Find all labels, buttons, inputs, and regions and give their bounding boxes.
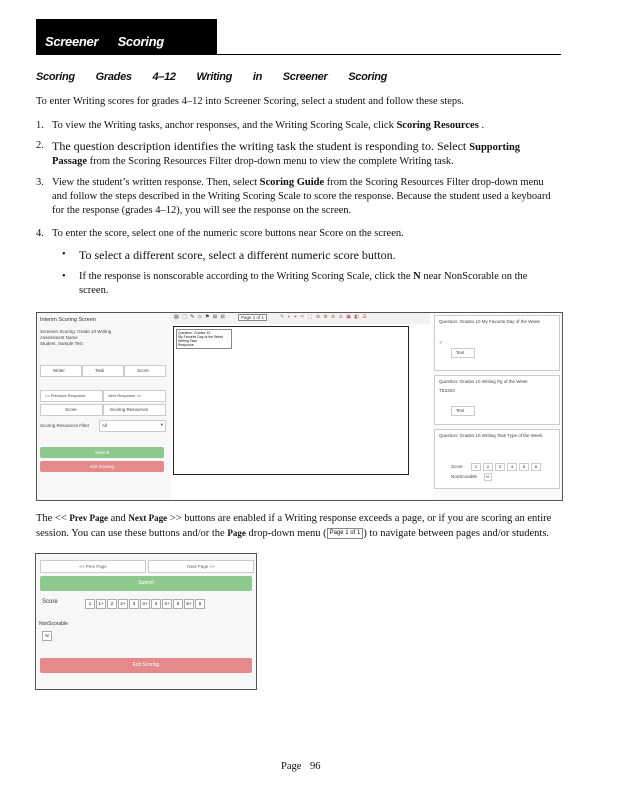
- assessment-line: Assessment Name: [40, 335, 78, 340]
- n-button[interactable]: N: [42, 631, 52, 641]
- score-nav-button[interactable]: [40, 404, 103, 416]
- nonscorable-label: NonScorable: [39, 621, 68, 627]
- text-input[interactable]: [451, 406, 475, 416]
- left-panel: [37, 313, 170, 500]
- score-button-5[interactable]: 5: [519, 463, 529, 471]
- next-response-button[interactable]: [103, 390, 166, 402]
- left-panel-title: Interim Scoring Screen: [40, 317, 96, 323]
- note-line: Question: Grades 10: [178, 331, 211, 335]
- page-dropdown-image: Page 1 of 1: [327, 528, 364, 539]
- text: The <<: [36, 513, 70, 524]
- filter-select[interactable]: [99, 420, 166, 432]
- right-panel: [432, 313, 562, 500]
- step-1: [36, 119, 556, 133]
- step-4: [36, 227, 556, 241]
- header-rule: [36, 54, 561, 55]
- score-button-4[interactable]: 4: [507, 463, 517, 471]
- tab-label: Task: [95, 368, 105, 373]
- score-button-2+[interactable]: 2+: [118, 599, 128, 609]
- response-document: [173, 326, 409, 475]
- bullet-dot: •: [62, 249, 66, 260]
- step-number: 3.: [36, 177, 44, 188]
- button-label: << Previous Response: [45, 393, 86, 398]
- text-input[interactable]: [451, 348, 475, 358]
- next-page-ref: Next Page: [128, 513, 168, 523]
- button-label: N: [486, 474, 489, 479]
- student-line: Student, Sample Test: [40, 341, 83, 346]
- scoring-screen-screenshot: [36, 312, 563, 501]
- step-number: 4.: [36, 228, 44, 239]
- note-line: Writing Task: [178, 339, 197, 343]
- question-sub: TE2203: [439, 388, 455, 393]
- next-page-button[interactable]: Next Page >>: [148, 560, 254, 573]
- header-title: [45, 34, 180, 49]
- n-button-ref: N: [413, 271, 421, 282]
- question-card-3: [434, 429, 560, 489]
- text: drop-down menu (: [245, 528, 327, 539]
- bullet-text-end: near NonScorable on the screen.: [79, 271, 528, 296]
- nav-paragraph: [36, 511, 556, 541]
- note-line: Response: [178, 343, 194, 347]
- score-label: Score: [451, 464, 463, 469]
- text: and: [108, 513, 129, 524]
- score-button-1[interactable]: 1: [471, 463, 481, 471]
- submit-button[interactable]: Submit: [40, 576, 252, 591]
- bullet-1: [62, 248, 552, 264]
- score-button-3+[interactable]: 3+: [140, 599, 150, 609]
- step-3: [36, 176, 556, 218]
- score-button-2[interactable]: 2: [483, 463, 493, 471]
- score-button-2[interactable]: 2: [107, 599, 117, 609]
- tab-label: Score: [137, 368, 149, 373]
- step-text: The question description identifies the writing task the student is responding to. Select: [52, 139, 470, 153]
- input-value: Text: [456, 408, 465, 413]
- submit-button[interactable]: Submit: [40, 447, 164, 458]
- exit-scoring-button[interactable]: Exit Scoring: [40, 658, 252, 673]
- question-title: Question: Grades 10 Writing Task Type of the Week: [439, 433, 543, 438]
- step-text: View the student’s written response. Then, select: [52, 177, 260, 188]
- test-line: Screener Scoring: Grade 10 Writing: [40, 329, 112, 334]
- nonscorable-label: NonScorable: [451, 474, 478, 479]
- step-number: 1.: [36, 120, 44, 131]
- exit-scoring-button[interactable]: Exit Scoring: [40, 461, 164, 472]
- scoring-resources-link[interactable]: Scoring Resources: [396, 120, 479, 131]
- score-label: Score: [42, 599, 58, 605]
- score-button-4[interactable]: 4: [151, 599, 161, 609]
- score-button-5[interactable]: 5: [173, 599, 183, 609]
- score-button-1[interactable]: 1: [85, 599, 95, 609]
- check-icon: ✓: [439, 340, 443, 345]
- intro-paragraph: To enter Writing scores for grades 4–12 into Screener Scoring, select a student and follow these steps.: [36, 96, 464, 107]
- step-2: [36, 139, 556, 167]
- score-button-1+[interactable]: 1+: [96, 599, 106, 609]
- prev-page-ref: Prev Page: [69, 513, 108, 523]
- page-footer: Page 96: [281, 761, 321, 772]
- scoring-guide-option[interactable]: Scoring Guide: [259, 177, 325, 188]
- bullet-text: If the response is nonscorable according to the Writing Scoring Scale, click the: [79, 271, 414, 282]
- step-text-end: .: [478, 120, 485, 131]
- text: >> buttons are enabled if a Writing response exceeds a page, or if you are scoring an entire session. You can use these buttons and/or the: [36, 513, 552, 539]
- question-title: Question: Grades 10 Writing Pg of the Week: [439, 379, 528, 384]
- sticky-note: [176, 329, 232, 349]
- toolbar-icons: ▤ ⬚ ✎ ◇ ⚑ ⊞ ⊟: [174, 314, 226, 320]
- input-value: Text: [456, 350, 465, 355]
- text: ) to navigate between pages and/or students.: [363, 528, 550, 539]
- bullet-2: [62, 270, 552, 298]
- button-label: Scoring Resources: [110, 407, 149, 412]
- question-card-2: [434, 375, 560, 425]
- step-text: To view the Writing tasks, anchor responses, and the Writing Scoring Scale, click: [52, 120, 397, 131]
- bullet-text: To select a different score, select a different numeric score button.: [79, 248, 396, 262]
- header-left: Screener: [45, 34, 99, 49]
- step-text-end: from the Scoring Resources Filter drop-down menu to view the complete Writing task.: [87, 156, 454, 167]
- tab-score[interactable]: [124, 365, 166, 377]
- score-button-6[interactable]: 6: [195, 599, 205, 609]
- annotation-icons: ✎ ◐ ⌖ ✂ ⬚ ⊕ ⊗ ⊘ ⊙ ▣ ◧ ☰: [280, 314, 368, 320]
- filter-label: Scoring Resources Filter: [40, 423, 90, 428]
- question-card-1: [434, 315, 560, 371]
- prev-response-button[interactable]: [40, 390, 103, 402]
- header-right: Scoring: [117, 34, 164, 49]
- step-text-end: from the Scoring Resources Filter drop-down menu and follow the steps described in the Writing Scoring Scale to score the response. Because the student used a keyboard for the response (grades 4–12), you will see the response on the screen.: [52, 177, 551, 216]
- filter-value: All: [102, 423, 108, 428]
- step-number: 2.: [36, 140, 44, 151]
- score-button-3[interactable]: 3: [129, 599, 139, 609]
- button-label: Score: [65, 407, 77, 412]
- score-button-5+[interactable]: 5+: [184, 599, 194, 609]
- scoring-resources-button[interactable]: [103, 404, 166, 416]
- section-title: Scoring Grades 4–12 Writing in Screener Scoring: [36, 71, 388, 83]
- bullet-dot: •: [62, 271, 66, 282]
- toolbar: [170, 313, 430, 324]
- score-button-4+[interactable]: 4+: [162, 599, 172, 609]
- chevron-down-icon: ▾: [160, 422, 163, 427]
- tab-label: Writer: [53, 368, 65, 373]
- score-button-6[interactable]: 6: [531, 463, 541, 471]
- step-text: To enter the score, select one of the numeric score buttons near Score on the screen.: [52, 228, 404, 239]
- tab-task[interactable]: [82, 365, 124, 377]
- page-select[interactable]: Page 1 of 1: [238, 314, 267, 321]
- page-ref: Page: [227, 528, 246, 538]
- score-panel-screenshot: [35, 553, 257, 690]
- supporting-passage-option[interactable]: Supporting Passage: [52, 142, 521, 167]
- button-label: Next Response >>: [108, 393, 142, 398]
- score-button-3[interactable]: 3: [495, 463, 505, 471]
- tab-writer[interactable]: [40, 365, 82, 377]
- note-line: My Favorite Day of the Week: [178, 335, 224, 339]
- n-button[interactable]: [484, 473, 492, 481]
- prev-page-button[interactable]: << Prev Page: [40, 560, 146, 573]
- question-title: Question: Grades 10 My Favorite Day of the Week: [439, 319, 540, 324]
